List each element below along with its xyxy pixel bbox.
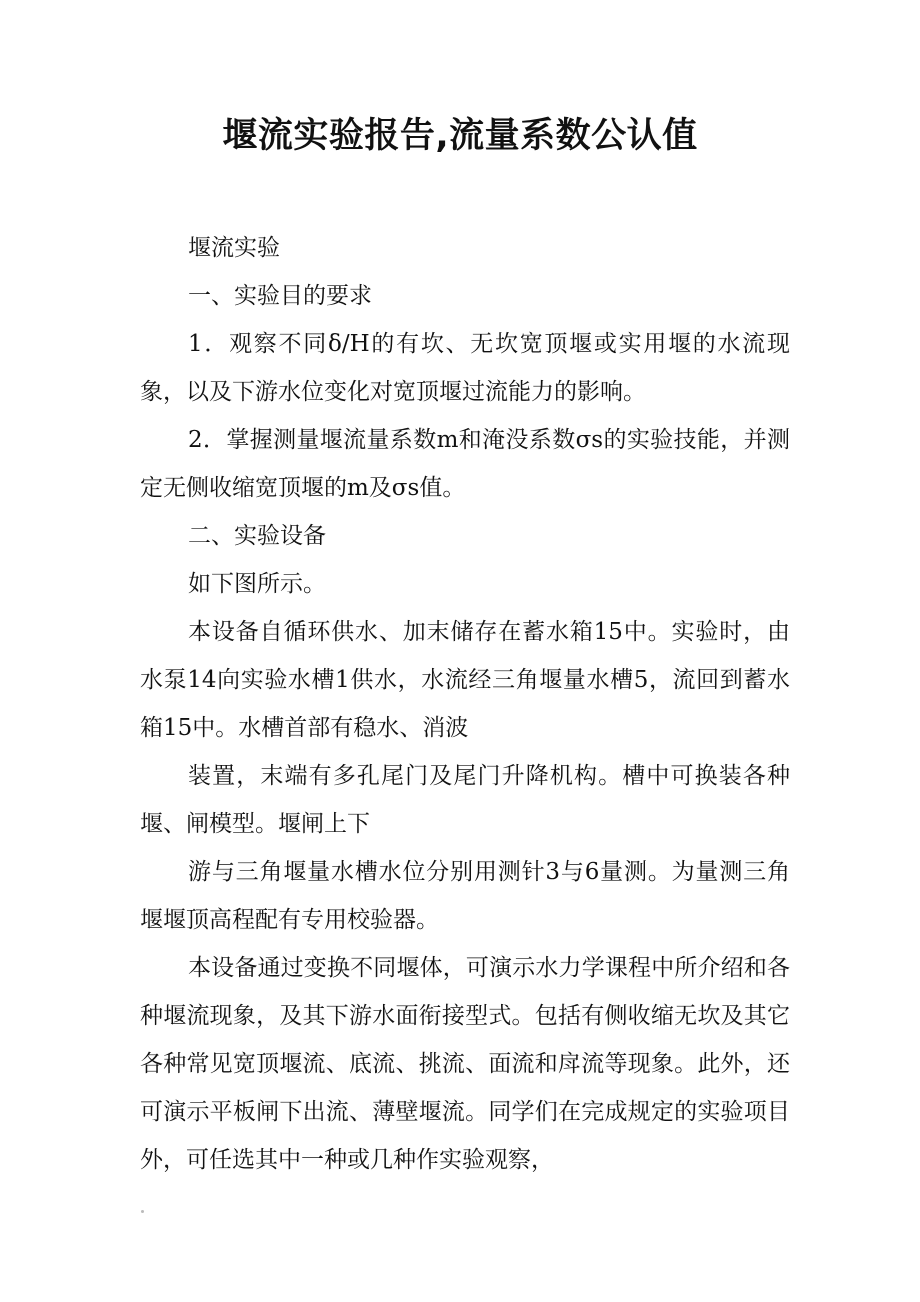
document-body (140, 224, 790, 1184)
paragraph-equipment-4: 本设备通过变换不同堰体，可演示水力学课程中所介绍和各种堰流现象，及其下游水面衔接型式。包括有侧收缩无坎及其它各种常见宽顶堰流、底流、挑流、面流和戽流等现象。此外，还可演示平板闸下出流、薄壁堰流。同学们在完成规定的实验项目外，可任选其中一种或几种作实验观察， (140, 955, 790, 1173)
paragraph-objective-2: 2．掌握测量堰流量系数m和淹没系数σs的实验技能，并测定无侧收缩宽顶堰的m及σs值。 (140, 427, 790, 501)
paragraph-see-figure: 如下图所示。 (188, 571, 326, 597)
section-heading-objectives: 一、实验目的要求 (188, 283, 372, 309)
section-heading-equipment: 二、实验设备 (188, 523, 326, 549)
paragraph-equipment-1: 本设备自循环供水、加末储存在蓄水箱15中。实验时，由水泵14向实验水槽1供水，水流经三角堰量水槽5，流回到蓄水箱15中。水槽首部有稳水、消波 (140, 619, 790, 741)
paragraph-equipment-3: 游与三角堰量水槽水位分别用测针3与6量测。为量测三角堰堰顶高程配有专用校验器。 (140, 859, 790, 933)
paragraph-equipment-2: 装置，末端有多孔尾门及尾门升降机构。槽中可换装各种堰、闸模型。堰闸上下 (140, 763, 790, 837)
paragraph-objective-1: 1．观察不同δ/H的有坎、无坎宽顶堰或实用堰的水流现象，以及下游水位变化对宽顶堰过流能力的影响。 (140, 331, 790, 405)
document-title: 堰流实验报告,流量系数公认值 (222, 116, 698, 156)
page-speck (141, 1210, 144, 1213)
section-heading-weir-experiment: 堰流实验 (188, 235, 280, 261)
